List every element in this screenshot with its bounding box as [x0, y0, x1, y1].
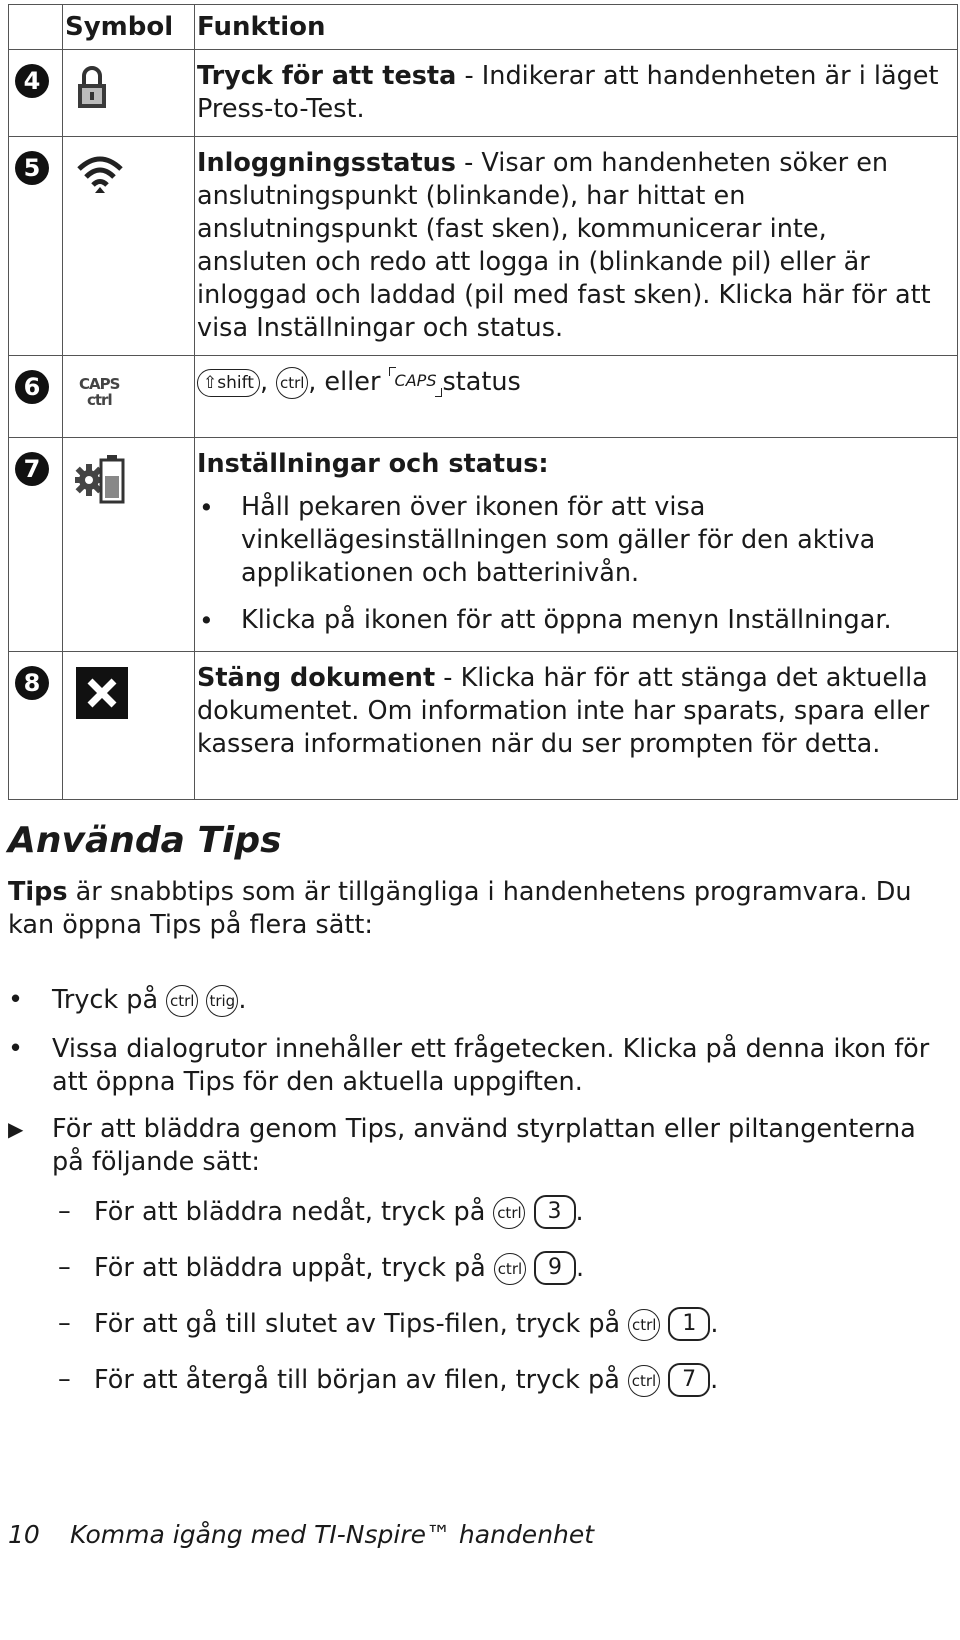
- table-row: [9, 137, 958, 356]
- ctrl-key: ctrl: [166, 985, 198, 1017]
- table-row: [9, 652, 958, 800]
- bullet-list: [197, 491, 943, 637]
- row-description: ⇧shift , ctrl , eller CAPS status: [195, 356, 958, 438]
- row-number: 8: [15, 666, 49, 700]
- section-heading: Använda Tips: [8, 820, 282, 861]
- table-row: [9, 438, 958, 652]
- close-document-icon: [75, 666, 129, 720]
- row-text: - Indikerar att handenheten är i läget Press-to-Test.: [197, 61, 939, 124]
- caps-ctrl-icon: CAPS ctrl: [79, 375, 120, 409]
- symbol-table: [8, 4, 958, 800]
- row-number: 7: [15, 452, 49, 486]
- lock-icon: [75, 64, 109, 110]
- bullet-mark: •: [8, 1034, 24, 1064]
- row-title: Inloggningsstatus: [197, 148, 456, 178]
- wireless-icon: [75, 151, 125, 195]
- ctrl-key: ctrl: [628, 1365, 660, 1397]
- tips-list: [8, 960, 953, 1397]
- row-title: Tryck för att testa: [197, 61, 457, 91]
- row-description: [195, 50, 958, 137]
- table-row: [9, 50, 958, 137]
- sub-list-item: – För att bläddra nedåt, tryck på ctrl 3 .: [58, 1196, 584, 1227]
- number-key: 7: [668, 1363, 710, 1397]
- table-header-row: [9, 5, 958, 50]
- number-key: 9: [534, 1251, 576, 1285]
- ctrl-key: ctrl: [493, 1197, 525, 1229]
- list-item: • Håll pekaren över ikonen för att visa vinkellägesinställningen som gäller för den aktiva applikationen och batterinivån.: [197, 491, 943, 590]
- list-item: • Klicka på ikonen för att öppna menyn Inställningar.: [197, 604, 943, 637]
- table-row: [9, 356, 958, 438]
- number-key: 1: [668, 1307, 710, 1341]
- trig-key: trig: [206, 985, 238, 1017]
- header-function: Funktion: [195, 5, 958, 50]
- ctrl-key: ctrl: [494, 1253, 526, 1285]
- bullet-mark: •: [8, 985, 24, 1015]
- page-number: 10: [8, 1520, 40, 1549]
- row-description: [195, 438, 958, 652]
- sub-list-item: – För att återgå till början av filen, tryck på ctrl 7 .: [58, 1364, 719, 1395]
- row-number: 6: [15, 370, 49, 404]
- row-title: Inställningar och status:: [197, 449, 549, 479]
- sub-list-item: – För att gå till slutet av Tips-filen, tryck på ctrl 1 .: [58, 1308, 719, 1339]
- list-item: • Tryck på ctrl trig .: [8, 985, 247, 1015]
- row-title: Stäng dokument: [197, 663, 436, 693]
- footer-title: Komma igång med TI-Nspire™ handenhet: [70, 1520, 595, 1549]
- row-text: - Klicka här för att stänga det aktuella dokumentet. Om information inte har sparats, spara eller kassera informationen när du ser prompten för detta.: [197, 663, 930, 759]
- list-item: ▶ För att bläddra genom Tips, använd styrplattan eller piltangenterna på följande sätt:: [8, 1114, 916, 1177]
- triangle-bullet-icon: ▶: [8, 1117, 24, 1141]
- caps-key: CAPS: [389, 367, 443, 395]
- number-key: 3: [534, 1195, 576, 1229]
- header-blank: [9, 5, 63, 50]
- ctrl-key: ctrl: [276, 367, 308, 399]
- settings-battery-icon: [75, 452, 127, 506]
- row-number: 5: [15, 151, 49, 185]
- shift-key: ⇧shift: [197, 369, 260, 397]
- row-text: - Visar om handenheten söker en anslutningspunkt (blinkande), har hittat en anslutningspunkt (fast sken), kommunicerar inte, ansluten och redo att logga in (blinkande pil) eller är inloggad och laddad (pil med fast sken). Klicka här för att visa Inställningar och status.: [197, 148, 931, 343]
- row-description: [195, 652, 958, 800]
- row-number: 4: [15, 64, 49, 98]
- page-footer: [8, 1520, 594, 1549]
- list-item: • Vissa dialogrutor innehåller ett frågetecken. Klicka på denna ikon för att öppna Tips för den aktuella uppgiften.: [8, 1034, 930, 1097]
- sub-list-item: – För att bläddra uppåt, tryck på ctrl 9 .: [58, 1252, 585, 1283]
- header-symbol: Symbol: [63, 5, 195, 50]
- section-intro: Tips är snabbtips som är tillgängliga i handenhetens programvara. Du kan öppna Tips på flera sätt:: [8, 877, 912, 940]
- ctrl-key: ctrl: [628, 1309, 660, 1341]
- row-description: [195, 137, 958, 356]
